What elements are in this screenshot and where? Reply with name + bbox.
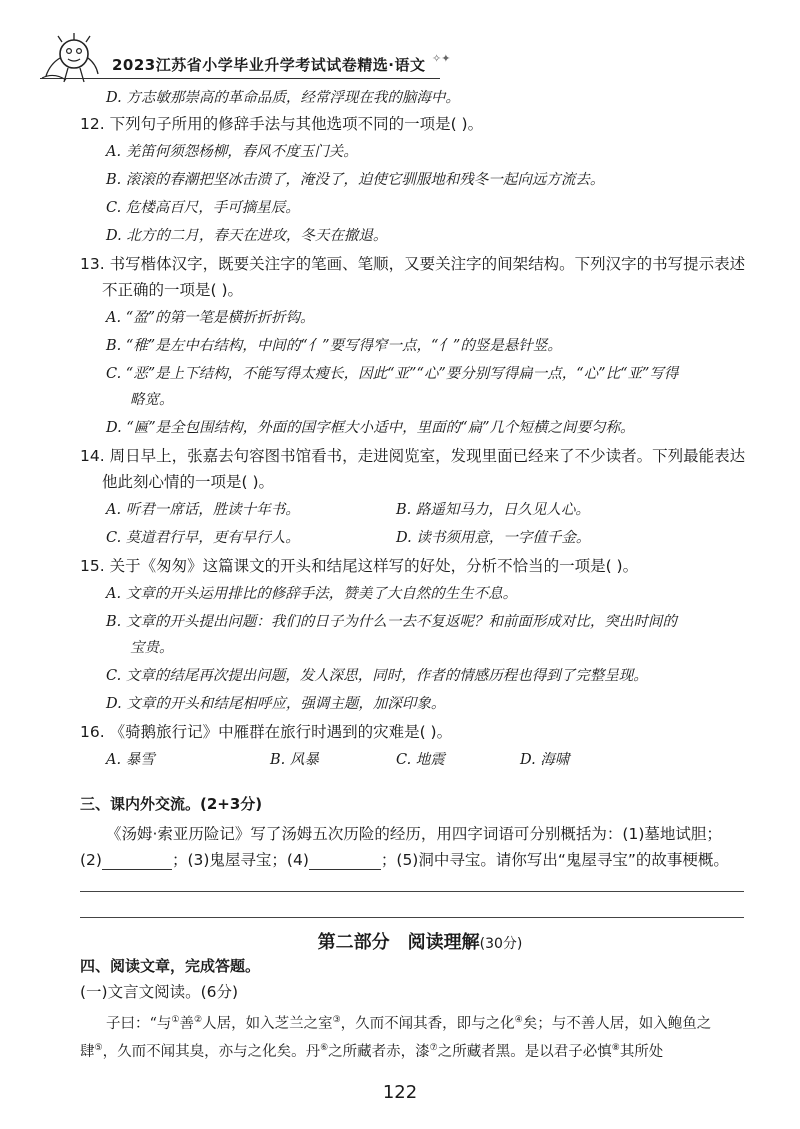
part-two-title: 第二部分 阅读理解(30分) bbox=[317, 932, 523, 953]
header-rule bbox=[40, 78, 440, 79]
question-stem: 12. 下列句子所用的修辞手法与其他选项不同的一项是( )。 bbox=[80, 115, 484, 133]
answer-line-2[interactable] bbox=[80, 917, 744, 918]
page-header bbox=[40, 28, 760, 88]
answer-option[interactable]: B. 滚滚的春潮把坚冰击溃了，淹没了，迫使它驯服地和残冬一起向远方流去。 bbox=[106, 172, 605, 188]
answer-line-1[interactable] bbox=[80, 891, 744, 892]
answer-option[interactable]: B. “稚”是左中右结构，中间的“亻”要写得窄一点，“亻”的竖是悬针竖。 bbox=[106, 338, 562, 354]
blank-4[interactable] bbox=[309, 853, 381, 870]
answer-option[interactable]: C. 危楼高百尺，手可摘星辰。 bbox=[106, 200, 300, 216]
answer-option[interactable]: A. 听君一席话，胜读十年书。 bbox=[106, 502, 300, 518]
question-stem: 14. 周日早上，张嘉去句容图书馆看书，走进阅览室，发现里面已经来了不少读者。下列最能表达 bbox=[80, 447, 746, 465]
question-stem: 16. 《骑鹅旅行记》中雁群在旅行时遇到的灾难是( )。 bbox=[80, 723, 453, 741]
answer-option[interactable]: D. 北方的二月，春天在进攻，冬天在撤退。 bbox=[106, 228, 388, 244]
answer-option[interactable]: A. 羌笛何须怨杨柳，春风不度玉门关。 bbox=[106, 144, 358, 160]
question-stem: 他此刻心情的一项是( )。 bbox=[102, 473, 275, 491]
section-4-heading: 四、阅读文章，完成答题。 bbox=[80, 957, 261, 975]
answer-option[interactable]: A. 暴雪 bbox=[106, 752, 155, 768]
answer-option[interactable]: 略宽。 bbox=[130, 392, 174, 408]
question-stem: 13. 书写楷体汉字，既要关注字的笔画、笔顺，又要关注字的间架结构。下列汉字的书写提示表述 bbox=[80, 255, 746, 273]
answer-option[interactable]: B. 风暴 bbox=[270, 752, 319, 768]
section-3-heading: 三、课内外交流。(2+3分) bbox=[80, 795, 263, 813]
answer-option[interactable]: 宝贵。 bbox=[130, 640, 174, 656]
question-stem: 15. 关于《匆匆》这篇课文的开头和结尾这样写的好处，分析不恰当的一项是( )。 bbox=[80, 557, 639, 575]
header-title: 2023江苏省小学毕业升学考试试卷精选·语文 bbox=[112, 56, 426, 74]
answer-option[interactable]: D. 海啸 bbox=[520, 752, 570, 768]
answer-option[interactable]: C. 莫道君行早，更有早行人。 bbox=[106, 530, 300, 546]
answer-option[interactable]: B. 路遥知马力，日久见人心。 bbox=[396, 502, 590, 518]
answer-option[interactable]: D. 方志敏那崇高的革命品质，经常浮现在我的脑海中。 bbox=[106, 90, 460, 106]
doodle-mascot-icon bbox=[40, 28, 104, 88]
passage-line-2: 肆⑤，久而不闻其臭，亦与之化矣。丹⑥之所藏者赤，漆⑦之所藏者黑。是以君子必慎⑧其所处 bbox=[80, 1043, 664, 1060]
page-number: 122 bbox=[382, 1082, 418, 1103]
answer-option[interactable]: C. 地震 bbox=[396, 752, 445, 768]
section-4-subheading: (一)文言文阅读。(6分) bbox=[80, 983, 239, 1001]
answer-option[interactable]: C. “恶”是上下结构，不能写得太瘦长，因此“亚”“心”要分别写得扁一点，“心”比“亚”写得 bbox=[106, 366, 679, 382]
answer-option[interactable]: B. 文章的开头提出问题：我们的日子为什么一去不复返呢？和前面形成对比，突出时间的 bbox=[106, 614, 677, 630]
answer-option[interactable]: A. 文章的开头运用排比的修辞手法，赞美了大自然的生生不息。 bbox=[106, 586, 518, 602]
section-3-paragraph-2: (2) ；(3)鬼屋寻宝；(4) ；(5)洞中寻宝。请你写出“鬼屋寻宝”的故事梗概。 bbox=[80, 851, 729, 869]
answer-option[interactable]: D. 文章的开头和结尾相呼应，强调主题，加深印象。 bbox=[106, 696, 446, 712]
question-stem: 不正确的一项是( )。 bbox=[102, 281, 244, 299]
blank-2[interactable] bbox=[102, 853, 172, 870]
answer-option[interactable]: A. “盈”的第一笔是横折折折钩。 bbox=[106, 310, 315, 326]
answer-option[interactable]: D. 读书须用意，一字值千金。 bbox=[396, 530, 591, 546]
passage-line-1: 子曰：“与①善②人居，如入芝兰之室③，久而不闻其香，即与之化④矣；与不善人居，如入鲍鱼之 bbox=[106, 1015, 712, 1032]
answer-option[interactable]: C. 文章的结尾再次提出问题，发人深思，同时，作者的情感历程也得到了完整呈现。 bbox=[106, 668, 648, 684]
section-3-paragraph-1: 《汤姆·索亚历险记》写了汤姆五次历险的经历，用四字词语可分别概括为：(1)墓地试胆； bbox=[106, 825, 722, 843]
answer-option[interactable]: D. “匾”是全包围结构，外面的国字框大小适中，里面的“扁”几个短横之间要匀称。 bbox=[106, 420, 635, 436]
header-decoration: ✧✦ bbox=[432, 52, 451, 65]
